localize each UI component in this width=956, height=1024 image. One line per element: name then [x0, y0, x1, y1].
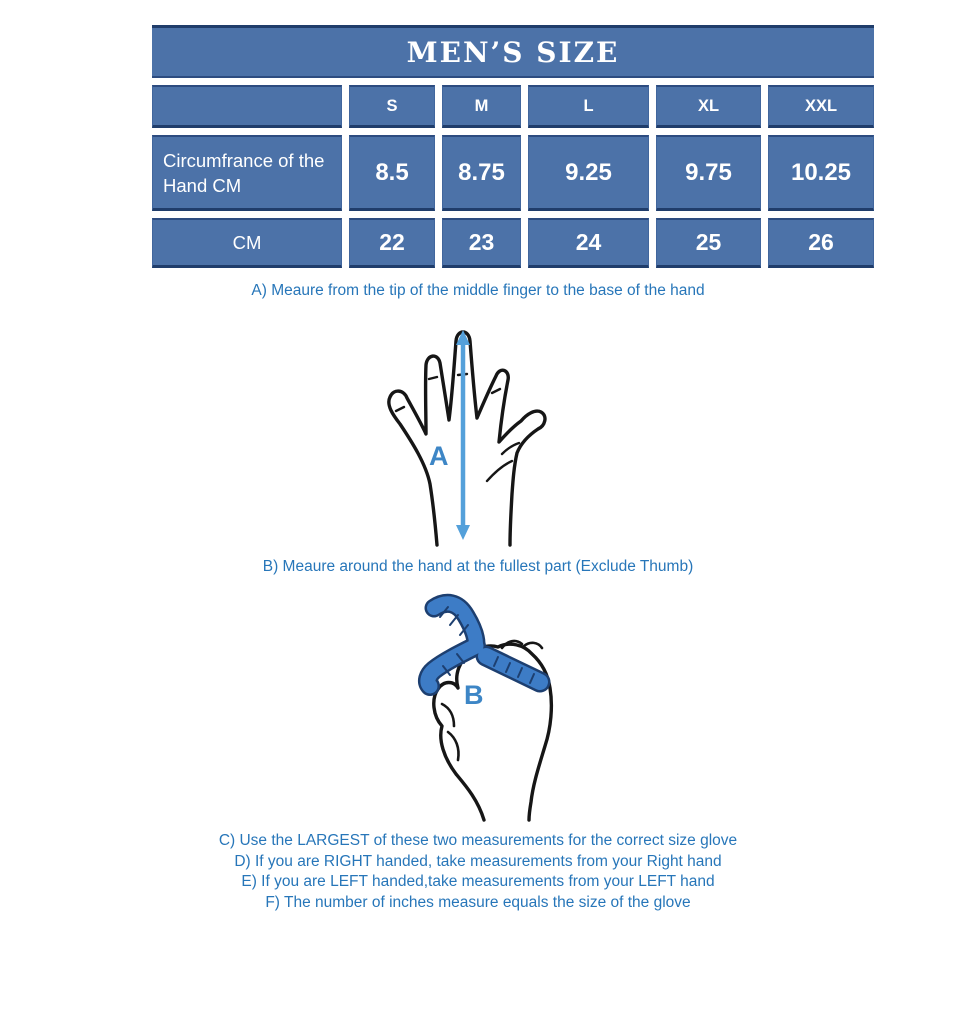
cm-value-xl: 25 — [656, 218, 761, 268]
circumference-value-xxl: 10.25 — [768, 135, 874, 211]
cm-value-xxl: 26 — [768, 218, 874, 268]
instruction-d: D) If you are RIGHT handed, take measurements from your Right hand — [234, 852, 722, 870]
circumference-value-s: 8.5 — [349, 135, 435, 211]
cm-value-l: 24 — [528, 218, 649, 268]
instruction-c: C) Use the LARGEST of these two measurements for the correct size glove — [218, 832, 738, 849]
hand-b-letter-label: B — [464, 680, 484, 710]
mens-size-table — [152, 25, 874, 268]
hand-circumference-illustration — [398, 586, 568, 822]
instruction-e: E) If you are LEFT handed,take measurements from your LEFT hand — [241, 873, 715, 891]
circumference-value-m: 8.75 — [442, 135, 521, 211]
instruction-a: A) Meaure from the tip of the middle finger to the base of the hand — [251, 282, 705, 299]
header-empty-cell — [152, 85, 342, 128]
cm-value-s: 22 — [349, 218, 435, 268]
circumference-value-xl: 9.75 — [656, 135, 761, 211]
header-size-m: M — [442, 85, 521, 128]
table-grid — [152, 85, 874, 268]
header-size-xxl: XXL — [768, 85, 874, 128]
circumference-value-l: 9.25 — [528, 135, 649, 211]
instruction-b: B) Meaure around the hand at the fullest part (Exclude Thumb) — [262, 558, 694, 575]
header-size-l: L — [528, 85, 649, 128]
header-size-s: S — [349, 85, 435, 128]
instruction-f: F) The number of inches measure equals the size of the glove — [265, 894, 691, 912]
hand-a-letter-label: A — [429, 441, 449, 471]
row-label-circumference: Circumfrance of the Hand CM — [152, 135, 342, 211]
row-label-cm: CM — [152, 218, 342, 268]
open-palm-outline — [389, 332, 545, 545]
footnotes — [0, 831, 956, 914]
hand-length-illustration — [371, 313, 559, 547]
cm-value-m: 23 — [442, 218, 521, 268]
table-title: MEN’S SIZE — [152, 25, 874, 78]
header-size-xl: XL — [656, 85, 761, 128]
